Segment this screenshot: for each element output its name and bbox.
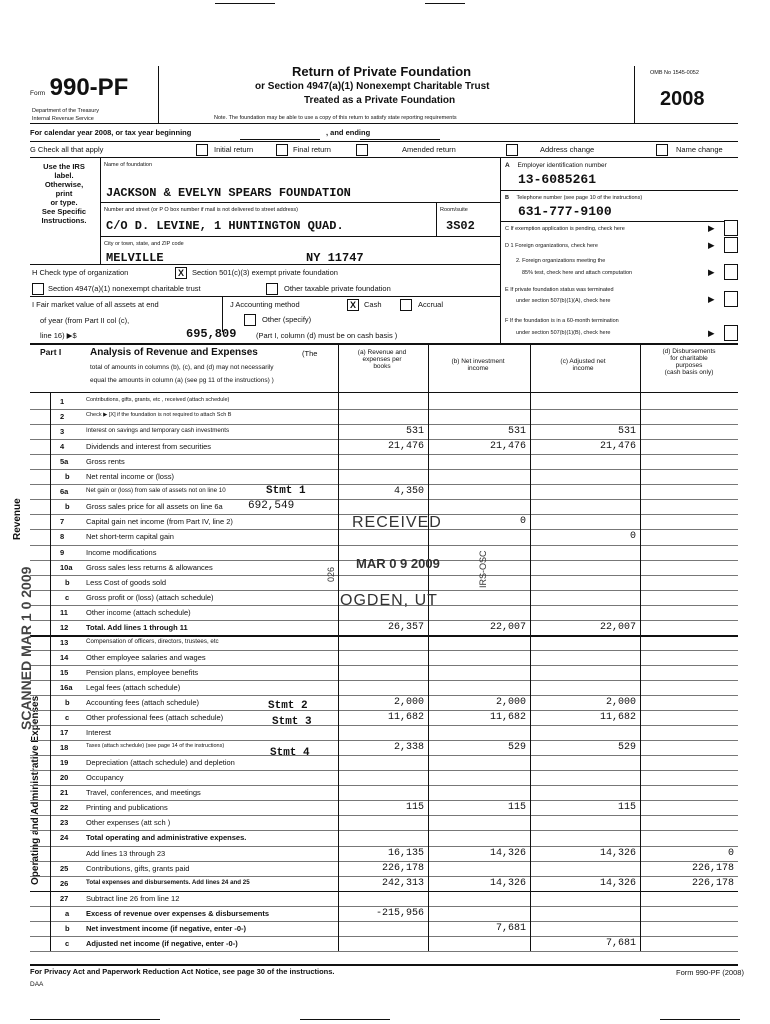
irs-label-text: label. — [54, 171, 74, 180]
stmt-2-ref[interactable]: Stmt 2 — [268, 700, 308, 712]
part-1-desc-1: total of amounts in columns (b), (c), and (d) may not necessarily — [90, 364, 274, 371]
form-subtitle-2: Treated as a Private Foundation — [304, 95, 456, 106]
form-note: Note. The foundation may be able to use a copy of this return to satisfy state reporting requirements — [214, 115, 457, 121]
amount-col-b[interactable]: 2,000 — [495, 697, 526, 708]
fmv-label-2: of year (from Part II col (c), — [40, 316, 130, 325]
line-description: Total operating and administrative expenses. — [86, 833, 247, 843]
line-number: 25 — [60, 863, 69, 873]
amount-col-a[interactable]: 21,476 — [387, 441, 424, 453]
line-description: Subtract line 26 from line 12 — [86, 893, 180, 903]
daa-label: DAA — [30, 981, 44, 988]
amount-col-b[interactable]: 529 — [507, 742, 526, 754]
line-number: 8 — [60, 532, 65, 542]
4947-label: Section 4947(a)(1) nonexempt charitable trust — [48, 284, 201, 293]
line-description: Check ▶ [X] if the foundation is not required to attach Sch B — [86, 412, 232, 419]
line-e2-text: under section 507(b)(1)(A), check here — [516, 298, 611, 304]
fmv-value[interactable]: 695,809 — [186, 327, 237, 341]
line-description: Net rental income or (loss) — [86, 472, 174, 482]
line-description: Accounting fees (attach schedule) — [86, 698, 199, 707]
line-description: Occupancy — [86, 773, 124, 783]
line-number: 15 — [60, 667, 69, 677]
form-label — [30, 74, 128, 102]
amount-col-c[interactable]: 14,326 — [599, 847, 636, 859]
part-1-title-tail: (The — [302, 349, 318, 358]
other-method-checkbox[interactable] — [244, 314, 256, 326]
tax-year: 2008 — [660, 88, 705, 110]
arrow-icon: ▶ — [708, 328, 715, 338]
line-number: 11 — [60, 607, 68, 617]
cash-basis-note: (Part I, column (d) must be on cash basis ) — [256, 331, 398, 340]
line-number: 19 — [60, 758, 69, 768]
line-description: Other employee salaries and wages — [86, 652, 206, 662]
city-field-label: City or town, state, and ZIP code — [104, 241, 184, 247]
part-1-label: Part I — [40, 347, 62, 357]
line-description: Interest — [86, 728, 112, 738]
arrow-icon: ▶ — [708, 240, 715, 250]
amount-col-a[interactable]: 242,313 — [381, 877, 424, 889]
line-description: Add lines 13 through 23 — [86, 848, 166, 858]
dept-line-2: Internal Revenue Service — [32, 116, 94, 122]
line-number: 20 — [60, 773, 69, 783]
irs-label-column — [30, 162, 98, 225]
col-b-header: (b) Net investment income — [451, 358, 505, 372]
line-number: 5a — [60, 457, 69, 467]
line-description: Adjusted net income (if negative, enter -0-) — [86, 938, 238, 948]
line-description: Other income (attach schedule) — [86, 607, 191, 617]
amount-col-c[interactable]: 11,682 — [599, 712, 636, 724]
line-number: b — [65, 577, 70, 587]
line-description: Gross rents — [86, 457, 125, 467]
fmv-label-1: I Fair market value of all assets at end — [32, 300, 159, 309]
form-prefix: Form — [30, 90, 46, 97]
amount-col-a[interactable]: 4,350 — [393, 486, 424, 498]
501c3-label: Section 501(c)(3) exempt private foundation — [192, 268, 338, 277]
line-number: 13 — [60, 637, 69, 647]
amount-col-d[interactable]: 226,178 — [691, 877, 734, 889]
line-description: Interest on savings and temporary cash investments — [86, 427, 230, 435]
amount-col-a[interactable]: 11,682 — [387, 712, 424, 724]
line-description: Dividends and interest from securities — [86, 442, 212, 452]
line-number: 14 — [60, 652, 69, 662]
amount-col-b[interactable]: 11,682 — [489, 712, 526, 724]
line-description: Net gain or (loss) from sale of assets not on line 10 — [86, 487, 226, 495]
phone-label: B Telephone number (see page 10 of the instructions) — [505, 195, 643, 201]
irs-label-text: or type. — [50, 198, 78, 207]
line-number: c — [65, 592, 70, 602]
amount-col-b[interactable]: 7,681 — [495, 922, 526, 934]
line-number: 7 — [60, 517, 65, 527]
and-ending-label: , and ending — [326, 128, 371, 137]
amount-col-a[interactable]: 531 — [405, 426, 424, 438]
line-description: Compensation of officers, directors, trustees, etc — [86, 637, 219, 645]
phone-value[interactable]: 631-777-9100 — [518, 204, 612, 219]
line-description: Pension plans, employee benefits — [86, 667, 199, 677]
line-number: 2 — [60, 412, 65, 422]
line-description: Gross profit or (loss) (attach schedule) — [86, 592, 214, 602]
line-f2-text: under section 507(b)(1)(B), check here — [516, 330, 611, 336]
state-zip[interactable]: NY 11747 — [306, 251, 364, 265]
amount-col-a[interactable]: 26,357 — [387, 621, 424, 633]
line-number: c — [65, 938, 70, 948]
amount-col-a[interactable]: 2,338 — [393, 742, 424, 754]
line-number: 1 — [60, 397, 65, 406]
line-description: Total expenses and disbursements. Add lines 24 and 25 — [86, 878, 250, 886]
line-description: Other professional fees (attach schedule) — [86, 713, 224, 723]
footer-form-ref: Form 990-PF (2008) — [676, 968, 744, 977]
amount-col-b[interactable]: 14,326 — [489, 847, 526, 859]
accounting-method-label: J Accounting method — [230, 300, 300, 309]
line-description: Gross sales less returns & allowances — [86, 562, 213, 572]
arrow-icon: ▶ — [708, 294, 715, 304]
line-d2-checkbox[interactable] — [724, 264, 738, 280]
line-description: Capital gain net income (from Part IV, line 2) — [86, 517, 233, 527]
line-number: 4 — [60, 442, 65, 452]
line-number: 24 — [60, 833, 69, 843]
initial-return-label: Initial return — [214, 145, 254, 154]
amount-col-c[interactable]: 22,007 — [599, 621, 636, 633]
line-number: 22 — [60, 803, 69, 813]
received-stamp: RECEIVED — [352, 514, 442, 531]
line-d1-checkbox[interactable] — [724, 237, 738, 253]
amount-col-c[interactable]: 2,000 — [605, 697, 636, 708]
initial-return-checkbox[interactable] — [196, 144, 208, 156]
line-c-checkbox[interactable] — [724, 220, 738, 236]
amount-col-b[interactable]: 22,007 — [489, 621, 526, 633]
line-number: 21 — [60, 788, 69, 798]
final-return-label: Final return — [293, 145, 331, 154]
line-f-text: F If the foundation is in a 60-month termination — [505, 318, 619, 324]
amount-col-c[interactable]: 21,476 — [599, 441, 636, 453]
line-f-checkbox[interactable] — [724, 325, 738, 341]
amount-col-b[interactable]: 531 — [507, 426, 526, 438]
final-return-checkbox[interactable] — [276, 144, 288, 156]
line-number: c — [65, 713, 70, 723]
line-number: 9 — [60, 547, 65, 557]
room-suite[interactable]: 3S02 — [446, 219, 475, 233]
amount-col-a[interactable]: 226,178 — [381, 862, 424, 874]
amount-col-d[interactable]: 226,178 — [691, 862, 734, 874]
amount-col-c[interactable]: 0 — [629, 531, 636, 543]
line-number: b — [65, 698, 70, 707]
ogden-stamp: OGDEN, UT — [340, 592, 438, 609]
line-number: 12 — [60, 622, 69, 632]
foundation-name[interactable]: JACKSON & EVELYN SPEARS FOUNDATION — [106, 186, 351, 200]
other-taxable-checkbox[interactable] — [266, 283, 278, 295]
fmv-label-3: line 16) ▶$ — [40, 331, 77, 340]
amount-col-a[interactable]: 2,000 — [393, 697, 424, 708]
col-d-header: (d) Disbursements for charitable purposes (cash basis only) — [662, 348, 716, 376]
amended-return-label: Amended return — [402, 145, 456, 154]
amount-col-c[interactable]: 7,681 — [605, 937, 636, 949]
line-description: Gross sales price for all assets on line 6a — [86, 502, 223, 512]
accrual-checkbox[interactable] — [400, 299, 412, 311]
line-d1-text: D 1 Foreign organizations, check here — [505, 243, 598, 249]
line-number: 10a — [60, 562, 73, 572]
revenue-side-label: Revenue — [12, 498, 23, 540]
ein-label: A Employer identification number — [505, 162, 607, 169]
form-subtitle-1: or Section 4947(a)(1) Nonexempt Charitable Trust — [255, 81, 490, 92]
line-description: Net short-term capital gain — [86, 532, 174, 542]
line-number: 26 — [60, 878, 69, 888]
line-description: Other expenses (att sch ) — [86, 818, 171, 828]
privacy-notice: For Privacy Act and Paperwork Reduction Act Notice, see page 30 of the instructions. — [30, 967, 335, 976]
city[interactable]: MELVILLE — [106, 251, 164, 265]
amount-col-b[interactable]: 21,476 — [489, 441, 526, 453]
line-d2b-text: 85% test, check here and attach computation — [522, 270, 633, 276]
amount-col-c[interactable]: 115 — [617, 802, 636, 814]
form-title: Return of Private Foundation — [292, 64, 472, 79]
street-address[interactable]: C/O D. LEVINE, 1 HUNTINGTON QUAD. — [106, 219, 344, 233]
irs-label-text: Use the IRS — [43, 162, 85, 171]
scanned-stamp: SCANNED MAR 1 0 2009 — [18, 566, 34, 730]
check-g-label: G Check all that apply — [30, 145, 104, 154]
expenses-side-label: Operating and Administrative Expenses — [30, 695, 41, 885]
amount-col-b[interactable]: 115 — [507, 802, 526, 814]
code-stamp: 026 — [326, 566, 336, 582]
line-number: 3 — [60, 427, 65, 437]
other-taxable-label: Other taxable private foundation — [284, 284, 391, 293]
arrow-icon: ▶ — [708, 267, 715, 277]
amount-col-c[interactable]: 14,326 — [599, 877, 636, 889]
line-description: Legal fees (attach schedule) — [86, 682, 181, 692]
line-number: b — [65, 923, 70, 933]
col-a-header: (a) Revenue and expenses per books — [357, 349, 407, 370]
irs-label-text: Otherwise, — [44, 180, 84, 189]
line-description: Income modifications — [86, 547, 157, 557]
irs-label-text: See Specific — [41, 207, 87, 216]
ein-value[interactable]: 13-6085261 — [518, 172, 597, 187]
name-change-checkbox[interactable] — [656, 144, 668, 156]
line-number: b — [65, 502, 70, 512]
line-description: Travel, conferences, and meetings — [86, 788, 201, 798]
line-c-text: C If exemption application is pending, check here — [505, 226, 625, 232]
amended-return-checkbox[interactable] — [356, 144, 368, 156]
line-description: Less Cost of goods sold — [86, 577, 167, 587]
address-change-checkbox[interactable] — [506, 144, 518, 156]
line-description: Excess of revenue over expenses & disbursements — [86, 908, 270, 918]
stmt-1-ref[interactable]: Stmt 1 — [266, 485, 306, 497]
amount-col-a[interactable]: 115 — [405, 802, 424, 814]
room-field-label: Room/suite — [440, 207, 468, 213]
line-number: a — [65, 908, 70, 918]
amount-col-a[interactable]: 16,135 — [387, 847, 424, 859]
line-number: 18 — [60, 743, 69, 753]
line-description: Printing and publications — [86, 803, 168, 813]
cash-label: Cash — [364, 300, 382, 309]
amount-col-a[interactable]: -215,956 — [375, 907, 424, 919]
line-number: b — [65, 472, 70, 482]
part-1-title: Analysis of Revenue and Expenses — [90, 347, 258, 358]
arrow-icon: ▶ — [708, 223, 715, 233]
irs-osc-stamp: IRS-OSC — [478, 550, 488, 588]
stmt-4-ref[interactable]: Stmt 4 — [270, 747, 310, 759]
received-date-stamp: MAR 0 9 2009 — [356, 556, 440, 571]
amount-col-d[interactable]: 0 — [727, 847, 734, 859]
cash-checkbox[interactable]: X — [347, 299, 359, 311]
line-description: Net investment income (if negative, enter -0-) — [86, 923, 247, 933]
stmt-3-ref[interactable]: Stmt 3 — [272, 716, 312, 728]
line-description: Depreciation (attach schedule) and depletion — [86, 758, 235, 768]
line-number: 17 — [60, 728, 69, 738]
street-field-label: Number and street (or P O box number if mail is not delivered to street address) — [104, 207, 299, 213]
col-c-header: (c) Adjusted net income — [560, 358, 606, 372]
other-method-label: Other (specify) — [262, 315, 312, 324]
address-change-label: Address change — [540, 145, 595, 154]
amount-col-c[interactable]: 529 — [617, 742, 636, 754]
line-description: Total. Add lines 1 through 11 — [86, 622, 188, 632]
line-description: Taxes (attach schedule) (see page 14 of the instructions) — [86, 743, 225, 750]
name-field-label: Name of foundation — [104, 162, 153, 168]
part-1-desc-2: equal the amounts in column (a) (see pg 11 of the instructions) ) — [90, 377, 274, 384]
line-description: Contributions, gifts, grants, etc , received (attach schedule) — [86, 397, 230, 403]
4947-checkbox[interactable] — [32, 283, 44, 295]
section-h-label: H Check type of organization — [32, 268, 129, 277]
line-number: 6a — [60, 487, 69, 497]
gross-sales-value[interactable]: 692,549 — [248, 500, 295, 512]
irs-label-text: print — [55, 189, 73, 198]
irs-label-text: Instructions. — [41, 216, 87, 225]
calendar-year-label: For calendar year 2008, or tax year beginning — [30, 128, 192, 137]
line-e-text: E If private foundation status was terminated — [505, 287, 614, 293]
form-number: 990-PF — [49, 74, 129, 101]
omb-number: OMB No 1545-0052 — [650, 70, 699, 76]
accrual-label: Accrual — [418, 300, 444, 309]
line-number: 23 — [60, 818, 69, 828]
line-number: 27 — [60, 893, 69, 903]
line-d2-text: 2. Foreign organizations meeting the — [516, 258, 606, 264]
amount-col-b[interactable]: 14,326 — [489, 877, 526, 889]
line-number: 16a — [60, 682, 73, 692]
501c3-checkbox[interactable]: X — [175, 267, 187, 279]
dept-line-1: Department of the Treasury — [32, 108, 99, 114]
amount-col-b[interactable]: 0 — [519, 516, 526, 528]
line-description: Contributions, gifts, grants paid — [86, 863, 190, 873]
line-e-checkbox[interactable] — [724, 291, 738, 307]
amount-col-c[interactable]: 531 — [617, 426, 636, 438]
name-change-label: Name change — [676, 145, 723, 154]
